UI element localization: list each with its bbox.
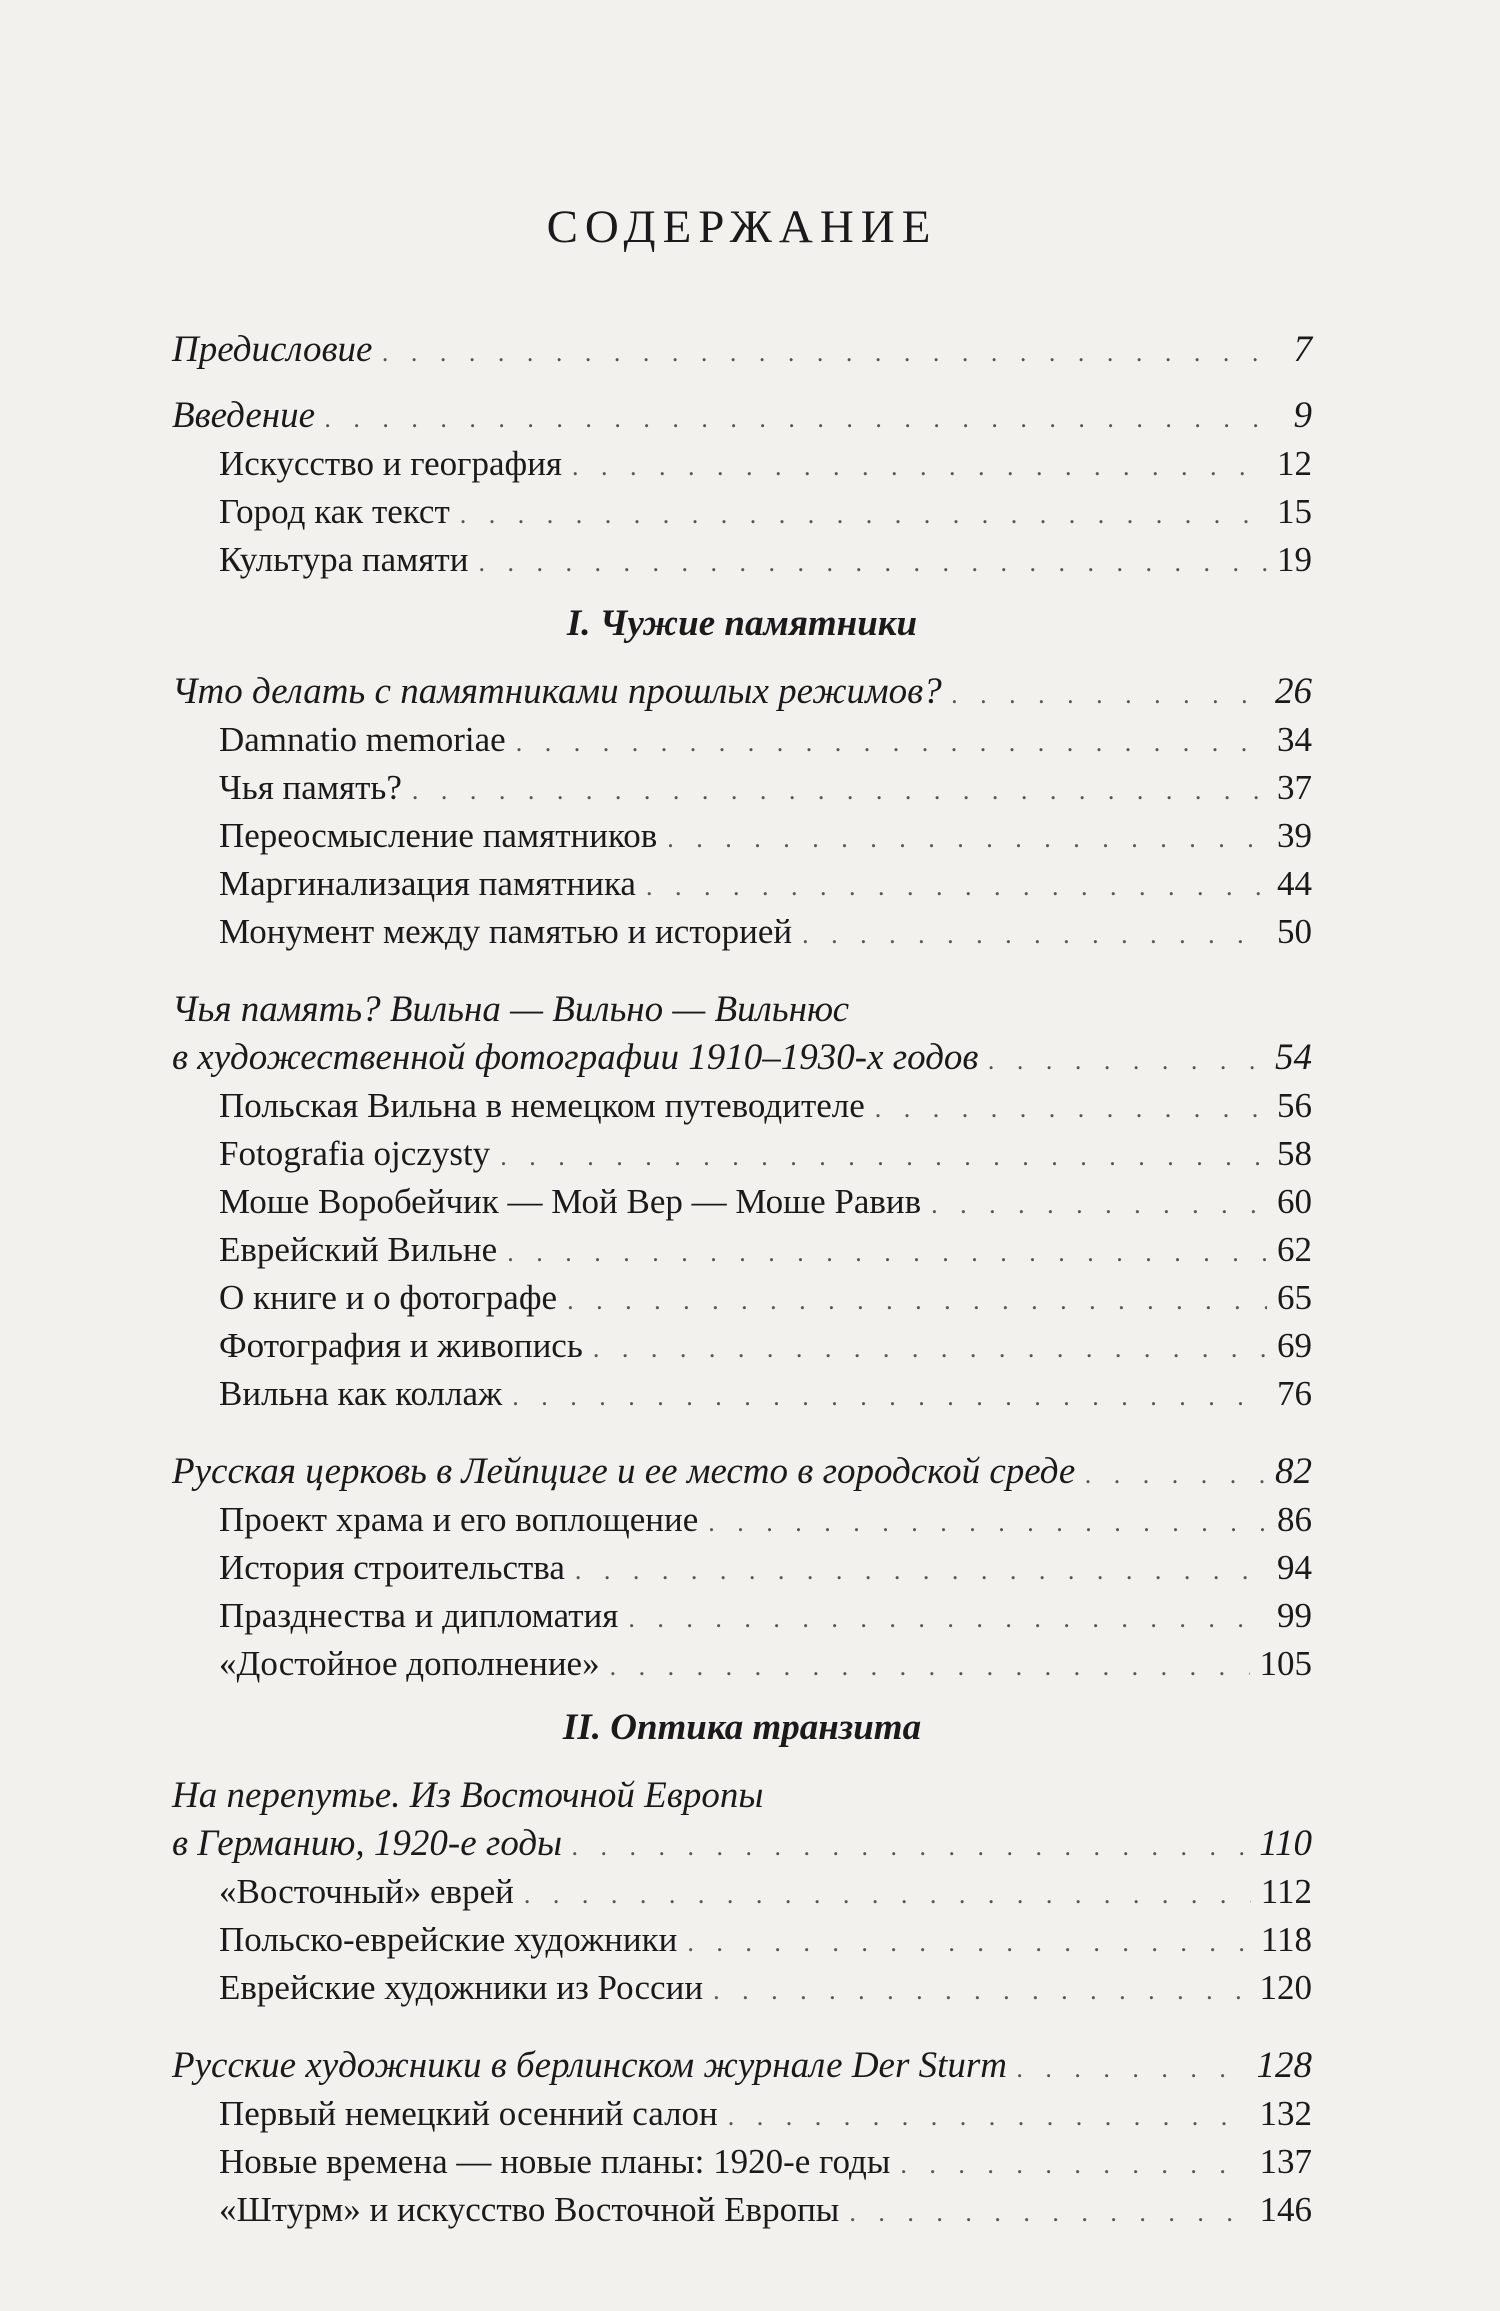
entry-title: История строительства [219, 1548, 565, 1587]
entry-page: 12 [1277, 444, 1312, 483]
leader-dots [728, 2093, 1250, 2141]
entry-title: в Германию, 1920-е годы [172, 1823, 563, 1864]
toc-chapter[interactable] [172, 1034, 1312, 1082]
leader-dots [572, 1823, 1249, 1871]
entry-title: Предисловие [172, 329, 373, 370]
entry-title: Новые времена — новые планы: 1920-е годы [219, 2142, 891, 2181]
entry-page: 60 [1277, 1182, 1312, 1221]
leader-dots [478, 539, 1267, 587]
toc-subentry[interactable] [172, 536, 1312, 584]
toc-page [172, 200, 1312, 2234]
entry-page: 56 [1277, 1086, 1312, 1125]
entry-title: О книге и о фотографе [219, 1278, 558, 1317]
leader-dots [572, 443, 1267, 491]
entry-title: Моше Воробейчик — Мой Вер — Моше Равив [219, 1182, 922, 1221]
toc-chapter[interactable] [172, 1820, 1312, 1868]
toc-subentry[interactable] [172, 2138, 1312, 2186]
leader-dots [610, 1643, 1250, 1691]
leader-dots [382, 329, 1272, 377]
leader-dots [325, 395, 1272, 443]
entry-title: в художественной фотографии 1910–1930-х годов [172, 1037, 979, 1078]
entry-page: 99 [1277, 1596, 1312, 1635]
entry-page: 58 [1277, 1134, 1312, 1173]
leader-dots [507, 1229, 1267, 1277]
toc-subentry[interactable] [172, 1370, 1312, 1418]
leader-dots [1017, 2045, 1246, 2093]
toc-subentry[interactable] [172, 860, 1312, 908]
entry-page: 15 [1277, 492, 1312, 531]
entry-title: Еврейские художники из России [219, 1968, 704, 2007]
toc-subentry[interactable] [172, 440, 1312, 488]
section-heading: II. Оптика транзита [562, 1707, 922, 1748]
entry-title: Fotografia ojczysty [219, 1134, 491, 1173]
leader-dots [460, 491, 1267, 539]
leader-dots [988, 1037, 1265, 1085]
leader-dots [931, 1181, 1267, 1229]
entry-title: Проект храма и его воплощение [219, 1500, 699, 1539]
entry-page: 65 [1277, 1278, 1312, 1317]
entry-page: 120 [1259, 1968, 1312, 2007]
entry-title: Что делать с памятниками прошлых режимов? [172, 671, 942, 712]
page-title: СОДЕРЖАНИЕ [546, 201, 938, 253]
toc-entry-introduction[interactable] [172, 392, 1312, 440]
toc-subentry[interactable] [172, 1868, 1312, 1916]
toc-subentry[interactable] [172, 1964, 1312, 2012]
toc-subentry[interactable] [172, 1640, 1312, 1688]
entry-page: 146 [1259, 2190, 1312, 2229]
leader-dots [412, 767, 1267, 815]
entry-page: 34 [1277, 720, 1312, 759]
section-heading: I. Чужие памятники [566, 603, 918, 644]
entry-title: Польско-еврейские художники [219, 1920, 678, 1959]
leader-dots [516, 719, 1267, 767]
toc-subentry[interactable] [172, 488, 1312, 536]
leader-dots [687, 1919, 1250, 1967]
entry-title: Русские художники в берлинском журнале Der Sturm [172, 2045, 1008, 2086]
entry-title: «Восточный» еврей [219, 1872, 514, 1911]
entry-title: Город как текст [219, 492, 450, 531]
entry-page: 44 [1277, 864, 1312, 903]
leader-dots [628, 1595, 1267, 1643]
entry-title: Введение [172, 395, 316, 436]
leader-dots [524, 1871, 1251, 1919]
entry-page: 132 [1259, 2094, 1312, 2133]
entry-title: Чья память? [219, 768, 402, 807]
leader-dots [593, 1325, 1267, 1373]
entry-title: Искусство и география [219, 444, 563, 483]
leader-dots [849, 2189, 1249, 2237]
chapter-title-line[interactable]: Чья память? Вильна — Вильно — Вильнюс [172, 989, 850, 1030]
entry-page: 7 [1293, 329, 1312, 370]
toc-chapter[interactable] [172, 2042, 1312, 2090]
leader-dots [875, 1085, 1267, 1133]
entry-page: 118 [1260, 1920, 1312, 1959]
entry-page: 39 [1277, 816, 1312, 855]
entry-page: 50 [1277, 912, 1312, 951]
entry-title: Первый немецкий осенний салон [219, 2094, 718, 2133]
toc-subentry[interactable] [172, 2090, 1312, 2138]
entry-page: 112 [1260, 1872, 1312, 1911]
leader-dots [667, 815, 1267, 863]
toc-chapter[interactable] [172, 668, 1312, 716]
toc-subentry[interactable] [172, 764, 1312, 812]
toc-subentry[interactable] [172, 2186, 1312, 2234]
entry-title: Еврейский Вильне [219, 1230, 498, 1269]
leader-dots [802, 911, 1267, 959]
entry-title: Damnatio memoriae [219, 720, 506, 759]
leader-dots [900, 2141, 1249, 2189]
entry-title: Маргинализация памятника [219, 864, 636, 903]
leader-dots [646, 863, 1267, 911]
toc-entry-preface[interactable] [172, 326, 1312, 374]
entry-title: «Штурм» и искусство Восточной Европы [219, 2190, 840, 2229]
entry-title: Культура памяти [219, 540, 469, 579]
toc-subentry[interactable] [172, 1916, 1312, 1964]
entry-page: 110 [1259, 1823, 1312, 1864]
entry-page: 94 [1277, 1548, 1312, 1587]
toc-subentry[interactable] [172, 716, 1312, 764]
entry-title: Фотография и живопись [219, 1326, 583, 1365]
entry-page: 76 [1277, 1374, 1312, 1413]
leader-dots [708, 1499, 1267, 1547]
entry-title: Монумент между памятью и историей [219, 912, 793, 951]
entry-page: 128 [1256, 2045, 1312, 2086]
entry-page: 37 [1277, 768, 1312, 807]
toc-subentry[interactable] [172, 1130, 1312, 1178]
leader-dots [500, 1133, 1267, 1181]
toc-subentry[interactable] [172, 812, 1312, 860]
entry-page: 9 [1293, 395, 1312, 436]
entry-page: 137 [1259, 2142, 1312, 2181]
toc-subentry[interactable] [172, 1274, 1312, 1322]
leader-dots [567, 1277, 1267, 1325]
entry-page: 82 [1275, 1451, 1312, 1492]
entry-page: 86 [1277, 1500, 1312, 1539]
entry-page: 19 [1277, 540, 1312, 579]
entry-title: Русская церковь в Лейпциге и ее место в городской среде [172, 1451, 1076, 1492]
toc-subentry[interactable] [172, 1496, 1312, 1544]
leader-dots [575, 1547, 1267, 1595]
toc-subentry[interactable] [172, 1544, 1312, 1592]
toc-subentry[interactable] [172, 1082, 1312, 1130]
entry-page: 69 [1277, 1326, 1312, 1365]
toc-subentry[interactable] [172, 1322, 1312, 1370]
toc-subentry[interactable] [172, 1226, 1312, 1274]
entry-page: 54 [1275, 1037, 1312, 1078]
entry-page: 105 [1259, 1644, 1312, 1683]
leader-dots [512, 1373, 1267, 1421]
entry-title: Празднества и дипломатия [219, 1596, 619, 1635]
entry-title: Вильна как коллаж [219, 1374, 503, 1413]
leader-dots [1085, 1451, 1265, 1499]
toc-subentry[interactable] [172, 908, 1312, 956]
entry-title: «Достойное дополнение» [219, 1644, 600, 1683]
leader-dots [952, 671, 1265, 719]
toc-subentry[interactable] [172, 1178, 1312, 1226]
entry-title: Переосмысление памятников [219, 816, 658, 855]
toc-subentry[interactable] [172, 1592, 1312, 1640]
chapter-title-line[interactable]: На перепутье. Из Восточной Европы [172, 1775, 764, 1816]
entry-page: 62 [1277, 1230, 1312, 1269]
entry-page: 26 [1275, 671, 1312, 712]
toc-chapter[interactable] [172, 1448, 1312, 1496]
leader-dots [713, 1967, 1249, 2015]
entry-title: Польская Вильна в немецком путеводителе [219, 1086, 865, 1125]
